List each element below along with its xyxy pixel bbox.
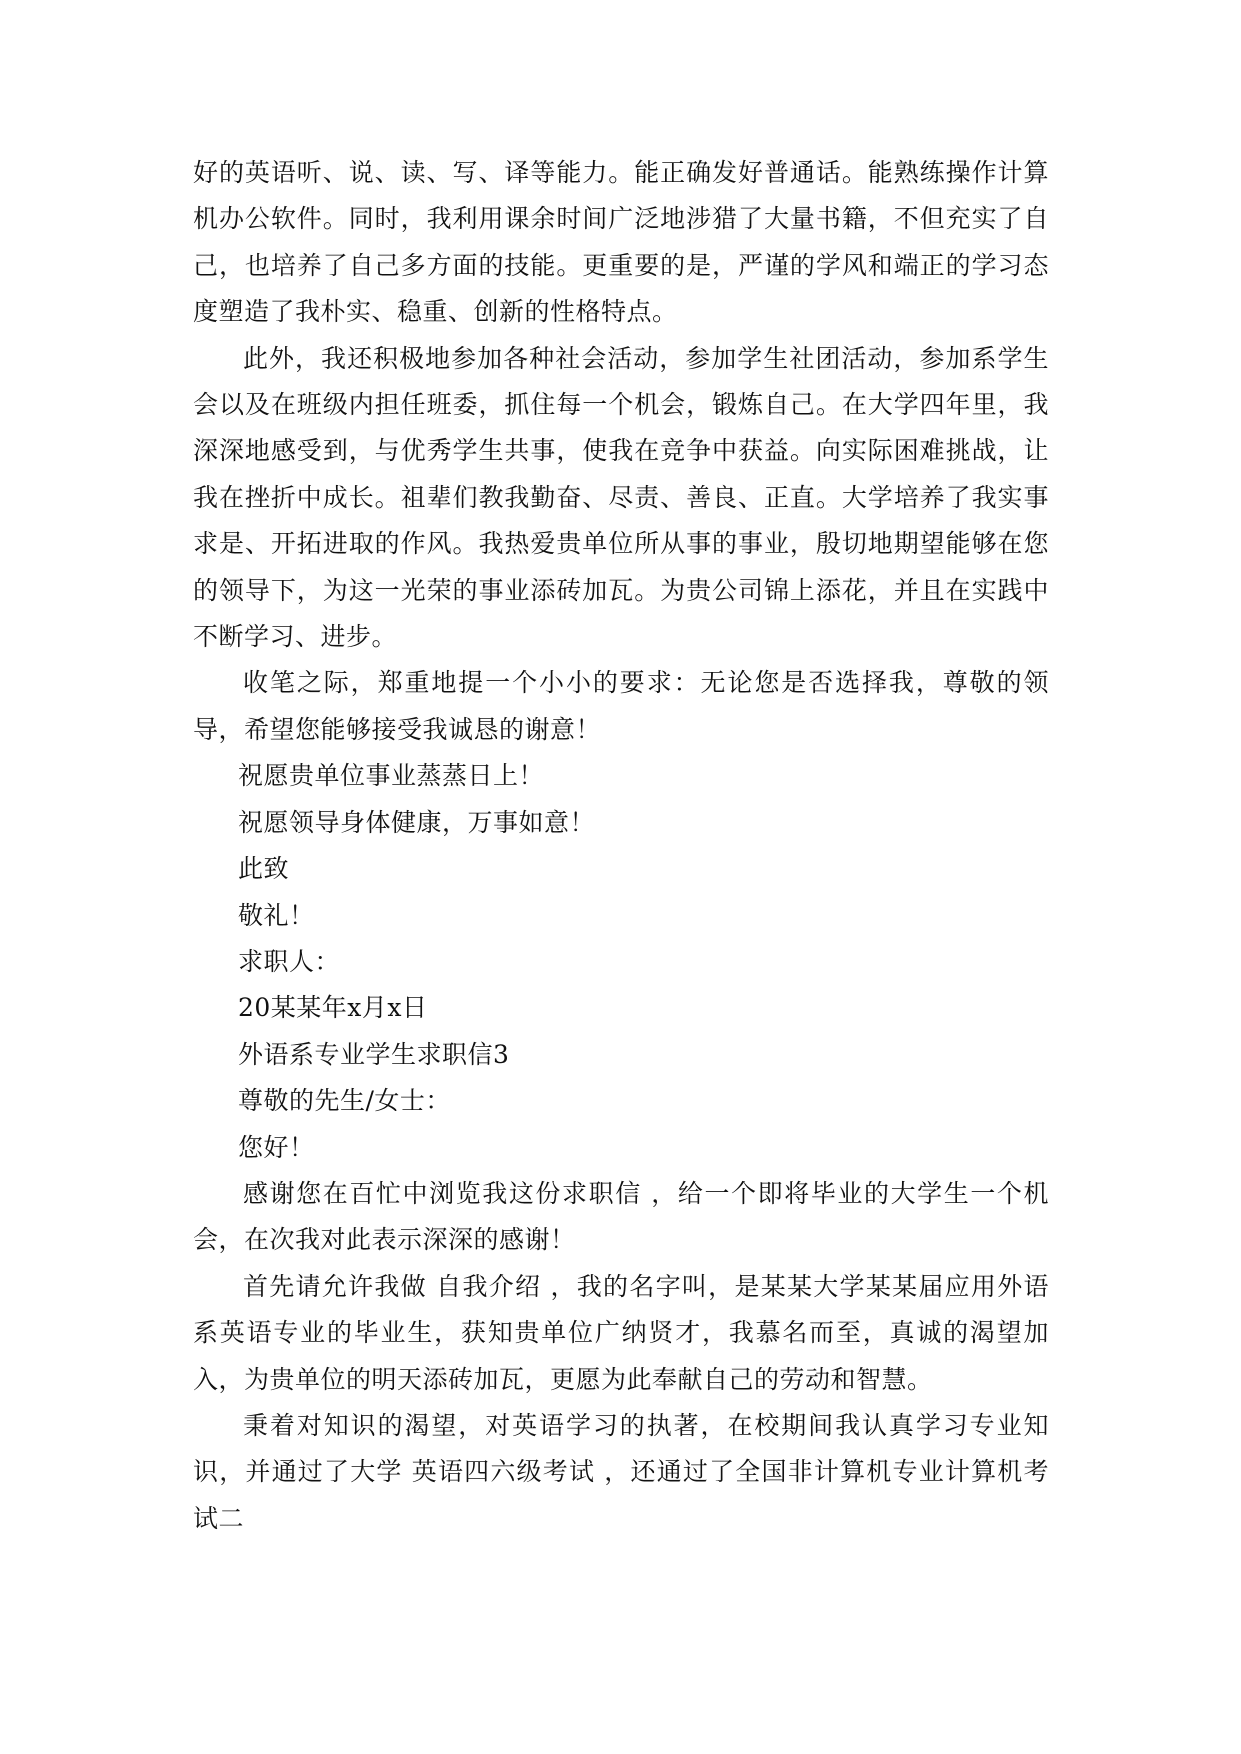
- regards: 敬礼！: [238, 900, 315, 930]
- paragraph-3: 收笔之际，郑重地提一个小小的要求：无论您是否选择我，尊敬的领导，希望您能够接受我诚恳的谢意！: [193, 668, 1049, 744]
- letter-date: 20某某年x月x日: [238, 993, 428, 1023]
- paragraph-4: 感谢您在百忙中浏览我这份求职信 ，给一个即将毕业的大学生一个机会，在次我对此表示深深的感谢！: [193, 1178, 1049, 1255]
- document-body: [193, 150, 1049, 1542]
- paragraph-2: 此外，我还积极地参加各种社会活动，参加学生社团活动，参加系学生会以及在班级内担任班委，抓住每一个机会，锻炼自己。在大学四年里，我深深地感受到，与优秀学生共事，使我在竞争中获益。向实际困难挑战，让我在挫折中成长。祖辈们教我勤奋、尽责、善良、正直。大学培养了我实事求是、开拓进取的作风。我热爱贵单位所从事的事业，殷切地期望能够在您的领导下，为这一光荣的事业添砖加瓦。为贵公司锦上添花，并且在实践中不断学习、进步。: [193, 343, 1049, 652]
- paragraph-1: 好的英语听、说、读、写、译等能力。能正确发好普通话。能熟练操作计算机办公软件。同时，我利用课余时间广泛地涉猎了大量书籍，不但充实了自己，也培养了自己多方面的技能。更重要的是，严谨的学风和端正的学习态度塑造了我朴实、稳重、创新的性格特点。: [193, 158, 1049, 327]
- applicant-label: 求职人：: [238, 946, 341, 976]
- paragraph-5: 首先请允许我做 自我介绍 ，我的名字叫，是某某大学某某届应用外语系英语专业的毕业生，获知贵单位广纳贤才，我慕名而至，真诚的渴望加入，为贵单位的明天添砖加瓦，更愿为此奉献自己的劳动和智慧。: [193, 1271, 1049, 1394]
- paragraph-6: 秉着对知识的渴望，对英语学习的执著，在校期间我认真学习专业知识，并通过了大学 英语四六级考试 ，还通过了全国非计算机专业计算机考试二: [193, 1410, 1049, 1533]
- letter-title: 外语系专业学生求职信3: [238, 1039, 510, 1069]
- closing-wish-2: 祝愿领导身体健康，万事如意！: [238, 807, 596, 837]
- hello: 您好！: [238, 1132, 315, 1162]
- salutation-closing: 此致: [238, 854, 290, 884]
- greeting: 尊敬的先生/女士：: [238, 1086, 451, 1116]
- closing-wish-1: 祝愿贵单位事业蒸蒸日上！: [238, 761, 545, 791]
